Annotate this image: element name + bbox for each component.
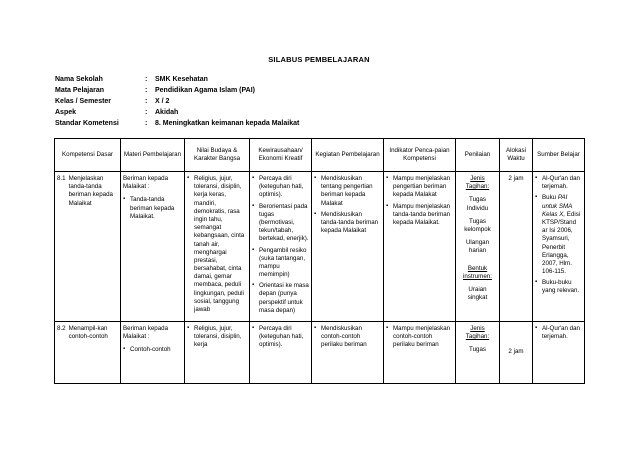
syllabus-table — [54, 138, 585, 384]
bentuk-instrumen-label: Bentuk instrumen: — [463, 264, 492, 280]
kd-text: Menampil-kan contoh-contoh — [68, 325, 108, 341]
meta-colon: : — [145, 87, 148, 94]
jenis-tagihan-item: Tugas Individu — [466, 196, 489, 212]
identity-block — [55, 74, 299, 129]
jenis-tagihan-item: Ulangan harian — [465, 239, 490, 255]
sumber-item: ▪ Buku-buku yang relevan. — [535, 279, 582, 295]
nilai-item: ▪ Religius, jujur, toleransi, disiplin, kerja — [187, 325, 247, 350]
meta-row-school — [55, 74, 299, 85]
indikator-item: ▪ Mampu menjelaskan tanda-tanda beriman kepada Malaikat. — [386, 203, 453, 228]
sumber-book-title: PAI untuk SMA Kelas X, — [542, 194, 573, 218]
header-sumber: Sumber Belajar — [533, 139, 585, 172]
cell-kegiatan — [312, 172, 384, 322]
sumber-book-details: Edisi KTSP/Stand ar Isi 2006, Syamsuri, Penerbit Erlangga, 2007, Hlm. 106-115. — [542, 210, 581, 276]
meta-row-aspect — [55, 107, 299, 118]
cell-kewirausahaan — [250, 322, 312, 384]
bentuk-instrumen-value: Uraian singkat — [467, 285, 488, 302]
cell-penilaian — [456, 172, 500, 322]
meta-colon: : — [145, 76, 148, 83]
cell-kegiatan — [312, 322, 384, 384]
meta-label: Kelas / Semester — [55, 98, 112, 105]
materi-item: ▪ Contoh-contoh — [123, 346, 182, 354]
materi-intro: Beriman kepada Malaikat : — [123, 175, 169, 191]
cell-indikator — [384, 322, 456, 384]
alokasi-value: 2 jam — [508, 175, 524, 182]
kegiatan-item: ▪ Mendiskusikan contoh-contoh perilaku beriman — [314, 325, 381, 350]
cell-nilai — [185, 172, 250, 322]
cell-alokasi — [500, 172, 533, 322]
table-header-row — [55, 139, 585, 172]
kd-number: 8.2 — [57, 325, 66, 332]
jenis-tagihan-label: Jenis Tagihan: — [465, 175, 490, 191]
indikator-item: ▪ Mampu menjelaskan pengertian beriman kepada Malakat — [386, 175, 453, 200]
meta-colon: : — [145, 98, 148, 105]
kewir-item: ▪ Orientasi ke masa depan (punya perspektif untuk masa depan) — [252, 282, 309, 315]
header-materi: Materi Pembelajaran — [121, 139, 185, 172]
sumber-item — [535, 194, 582, 276]
materi-intro: Beriman kepada Malaikat : — [123, 325, 169, 341]
materi-item: ▪ Tanda-tanda beriman kepada Malaikat. — [123, 196, 182, 221]
meta-label: Mata Pelajaran — [55, 87, 105, 94]
page-title: SILABUS PEMBELAJARAN — [268, 55, 370, 64]
cell-indikator — [384, 172, 456, 322]
header-indikator: Indikator Penca-paian Kompetensi — [384, 139, 456, 172]
jenis-tagihan-item: Tugas kelompok — [464, 217, 491, 233]
meta-value: 8. Meningkatkan keimanan kepada Malaikat — [155, 120, 300, 127]
kewir-item: ▪ Percaya diri (keteguhan hati, optimis). — [252, 175, 309, 200]
kegiatan-item: ▪ Mendiskusikan tanda-tanda beriman kepada Malaikat — [314, 211, 381, 236]
cell-sumber — [533, 322, 585, 384]
meta-value: Pendidikan Agama Islam (PAI) — [155, 87, 255, 94]
sumber-item: ▪ Al-Qur'an dan terjemah. — [535, 175, 582, 191]
cell-kompetensi — [55, 322, 121, 384]
nilai-item: ▪ Religius, jujur, toleransi, disiplin, kerja keras, mandiri, demokratis, rasa ingin tahu, semangat kebangsaan, cinta tanah air, menghargai prestasi, bersahabat, cinta damai, gemar membaca, peduli lingkungan, peduli sosial, tanggung jawab — [187, 175, 247, 314]
cell-penilaian — [456, 322, 500, 384]
meta-row-standard — [55, 118, 299, 129]
meta-label: Standar Kometensi — [55, 120, 119, 127]
jenis-tagihan-label: Jenis Tagihan: — [465, 325, 490, 341]
meta-label: Nama Sekolah — [55, 76, 103, 83]
meta-colon: : — [145, 109, 148, 116]
cell-kompetensi — [55, 172, 121, 322]
meta-row-class — [55, 96, 299, 107]
cell-alokasi — [500, 322, 533, 384]
meta-value: SMK Kesehatan — [155, 76, 208, 83]
cell-materi — [121, 172, 185, 322]
alokasi-value: 2 jam — [508, 348, 524, 356]
jenis-tagihan-item: Tugas — [469, 346, 486, 354]
cell-materi — [121, 322, 185, 384]
kd-text: Menjelaskan tanda-tanda beriman kepada Malaikat — [68, 175, 113, 207]
header-kegiatan: Kegiatan Pembelajaran — [312, 139, 384, 172]
kegiatan-item: ▪ Mendiskusikan tentang pengertian beriman kepada Malakat — [314, 175, 381, 208]
header-kompetensi-dasar: Kompetensi Dasar — [55, 139, 121, 172]
meta-colon: : — [145, 120, 148, 127]
table-row — [55, 172, 585, 322]
meta-value: Akidah — [155, 109, 179, 116]
meta-value: X / 2 — [155, 98, 170, 105]
table-row — [55, 322, 585, 384]
kd-number: 8.1 — [57, 175, 66, 182]
header-alokasi: Alokasi Waktu — [500, 139, 533, 172]
meta-row-subject — [55, 85, 299, 96]
cell-sumber — [533, 172, 585, 322]
header-nilai-budaya: Nilai Budaya & Karakter Bangsa — [185, 139, 250, 172]
cell-nilai — [185, 322, 250, 384]
header-kewirausahaan: Kewirausahaan/ Ekonomi Kreatif — [250, 139, 312, 172]
meta-label: Aspek — [55, 109, 77, 116]
sumber-book-prefix: Buku — [542, 194, 558, 202]
kewir-item: ▪ Pengambil resiko (suka tantangan, mampu memimpin) — [252, 247, 309, 280]
indikator-item: ▪ Mampu menjelaskan contoh-contoh perilaku beriman — [386, 325, 453, 350]
header-penilaian: Penilaian — [456, 139, 500, 172]
kewir-item: ▪ Berorientasi pada tugas (bermotivasi, tekun/tabah, bertekad, enerjik). — [252, 203, 309, 244]
cell-kewirausahaan — [250, 172, 312, 322]
sumber-item: ▪ Al-Qur'an dan terjemah. — [535, 325, 582, 341]
kewir-item: ▪ Percaya diri (keteguhan hati, optimis). — [252, 325, 309, 350]
